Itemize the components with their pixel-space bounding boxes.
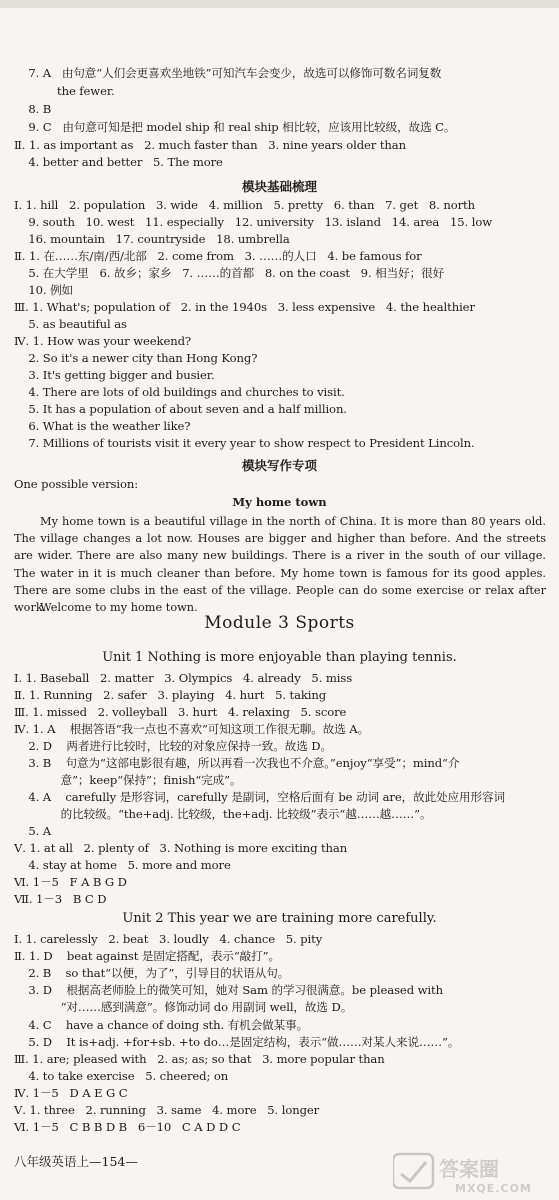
- unit1-line: Ⅲ. 1. missed 2. volleyball 3. hurt 4. relaxing 5. score: [14, 705, 347, 719]
- unit1-line: Ⅱ. 1. Running 2. safer 3. playing 4. hurt 5. taking: [14, 688, 327, 702]
- unit2-line: 4. to take exercise 5. cheered; on: [14, 1069, 229, 1083]
- basics-line: 6. What is the weather like?: [14, 419, 191, 433]
- basics-line: 5. as beautiful as: [14, 317, 127, 331]
- prev-line: 9. C 由句意可知是把 model ship 和 real ship 相比较，应该用比较级，故选 C。: [14, 120, 456, 134]
- writing-heading: 模块写作专项: [241, 458, 317, 473]
- unit1-line: Ⅰ. 1. Baseball 2. matter 3. Olympics 4. already 5. miss: [14, 671, 353, 685]
- basics-line: 5. It has a population of about seven and a half million.: [14, 402, 347, 416]
- page-number-label: 八年级英语上—154—: [14, 1154, 138, 1169]
- unit2-line: 5. D It is+adj. +for+sb. +to do…是固定结构，表示“做……对某人来说……”。: [14, 1035, 460, 1049]
- unit2-title: Unit 2 This year we are training more carefully.: [122, 911, 437, 926]
- unit2-line: 4. C have a chance of doing sth. 有机会做某事。: [14, 1018, 309, 1032]
- unit1-line: Ⅳ. 1. A 根据答语“我一点也不喜欢”可知这项工作很无聊。故选 A。: [14, 722, 370, 736]
- basics-line: 7. Millions of tourists visit it every year to show respect to President Lincoln.: [14, 436, 475, 450]
- unit1-line: 3. B 句意为“这部电影很有趣，所以再看一次我也不介意。”enjoy“享受”；mind“介: [14, 756, 460, 770]
- prev-line: the fewer.: [14, 84, 115, 98]
- basics-line: 4. There are lots of old buildings and churches to visit.: [14, 385, 345, 399]
- unit2-line: Ⅳ. 1－5 D A E G C: [14, 1086, 128, 1100]
- prev-line: Ⅱ. 1. as important as 2. much faster than 3. nine years older than: [14, 138, 406, 152]
- basics-line: 16. mountain 17. countryside 18. umbrella: [14, 232, 290, 246]
- writing-intro: One possible version:: [14, 477, 139, 491]
- unit1-line: 2. D 两者进行比较时，比较的对象应保持一致。故选 D。: [14, 739, 332, 753]
- unit1-line: Ⅵ. 1－5 F A B G D: [14, 875, 127, 889]
- prev-line: 4. better and better 5. The more: [14, 155, 223, 169]
- unit1-line: 的比较级。“the+adj. 比较级，the+adj. 比较级”表示“越……越……”。: [14, 807, 432, 821]
- unit1-line: 4. A carefully 是形容词，carefully 是副词，空格后面有 be 动词 are，故此处应用形容词: [14, 790, 506, 804]
- unit2-line: Ⅵ. 1－5 C B B D B 6－10 C A D D C: [14, 1120, 241, 1134]
- unit2-line: Ⅱ. 1. D beat against 是固定搭配，表示“敲打”。: [14, 949, 280, 963]
- unit1-line: Ⅶ. 1－3 B C D: [14, 892, 107, 906]
- watermark-url: MXQE.COM: [455, 1182, 532, 1195]
- watermark-text: 答案圈: [439, 1157, 499, 1181]
- basics-line: Ⅱ. 1. 在……东/南/西/北部 2. come from 3. ……的人口 4. be famous for: [14, 249, 422, 263]
- essay-closing-text: Welcome to my home town.: [40, 601, 198, 614]
- unit1-line: 4. stay at home 5. more and more: [14, 858, 231, 872]
- prev-line: 8. B: [14, 102, 52, 116]
- unit2-line: Ⅰ. 1. carelessly 2. beat 3. loudly 4. chance 5. pity: [14, 932, 323, 946]
- page-top-edge: [0, 0, 559, 8]
- unit2-line: “对……感到满意”。修饰动词 do 用副词 well，故选 D。: [14, 1000, 353, 1014]
- prev-line: 7. A 由句意“人们会更喜欢坐地铁”可知汽车会变少，故选可以修饰可数名词复数: [14, 66, 442, 80]
- watermark-graphic: [393, 1150, 553, 1196]
- unit2-line: 3. D 根据高老师脸上的微笑可知，她对 Sam 的学习很满意。be pleased with: [14, 983, 443, 997]
- basics-line: Ⅲ. 1. What's; population of 2. in the 1940s 3. less expensive 4. the healthier: [14, 300, 475, 314]
- basics-line: Ⅳ. 1. How was your weekend?: [14, 334, 192, 348]
- unit2-line: 2. B so that“以便，为了”，引导目的状语从句。: [14, 966, 290, 980]
- watermark-logo: [393, 1150, 553, 1196]
- unit2-line: Ⅴ. 1. three 2. running 3. same 4. more 5. longer: [14, 1103, 320, 1117]
- essay-paragraph-text: My home town is a beautiful village in the north of China. It is more than 80 years old. The village changes a lot now. Houses are bigger and higher than before. And the streets are wider. There are also many new buildings. There is a river in the south of our village. The water in it is much cleaner than before. My home town is famous for its good apples. There are some clubs in the east of the village. People can do some exercise or relax after work.: [14, 515, 546, 615]
- unit1-title: Unit 1 Nothing is more enjoyable than playing tennis.: [102, 650, 457, 665]
- basics-heading: 模块基础梳理: [241, 179, 317, 194]
- basics-line: 2. So it's a newer city than Hong Kong?: [14, 351, 258, 365]
- essay-title: My home town: [232, 495, 327, 509]
- basics-line: 9. south 10. west 11. especially 12. university 13. island 14. area 15. low: [14, 215, 493, 229]
- basics-line: 5. 在大学里 6. 故乡；家乡 7. ……的首都 8. on the coast 9. 相当好；很好: [14, 266, 445, 280]
- unit1-line: Ⅴ. 1. at all 2. plenty of 3. Nothing is more exciting than: [14, 841, 348, 855]
- module-title: Module 3 Sports: [204, 613, 355, 633]
- unit2-line: Ⅲ. 1. are; pleased with 2. as; as; so that 3. more popular than: [14, 1052, 385, 1066]
- basics-line: 10. 例如: [14, 283, 74, 297]
- basics-line: Ⅰ. 1. hill 2. population 3. wide 4. million 5. pretty 6. than 7. get 8. north: [14, 198, 475, 212]
- basics-line: 3. It's getting bigger and busier.: [14, 368, 215, 382]
- unit1-line: 5. A: [14, 824, 52, 838]
- unit1-line: 意”；keep“保持”；finish“完成”。: [14, 773, 242, 787]
